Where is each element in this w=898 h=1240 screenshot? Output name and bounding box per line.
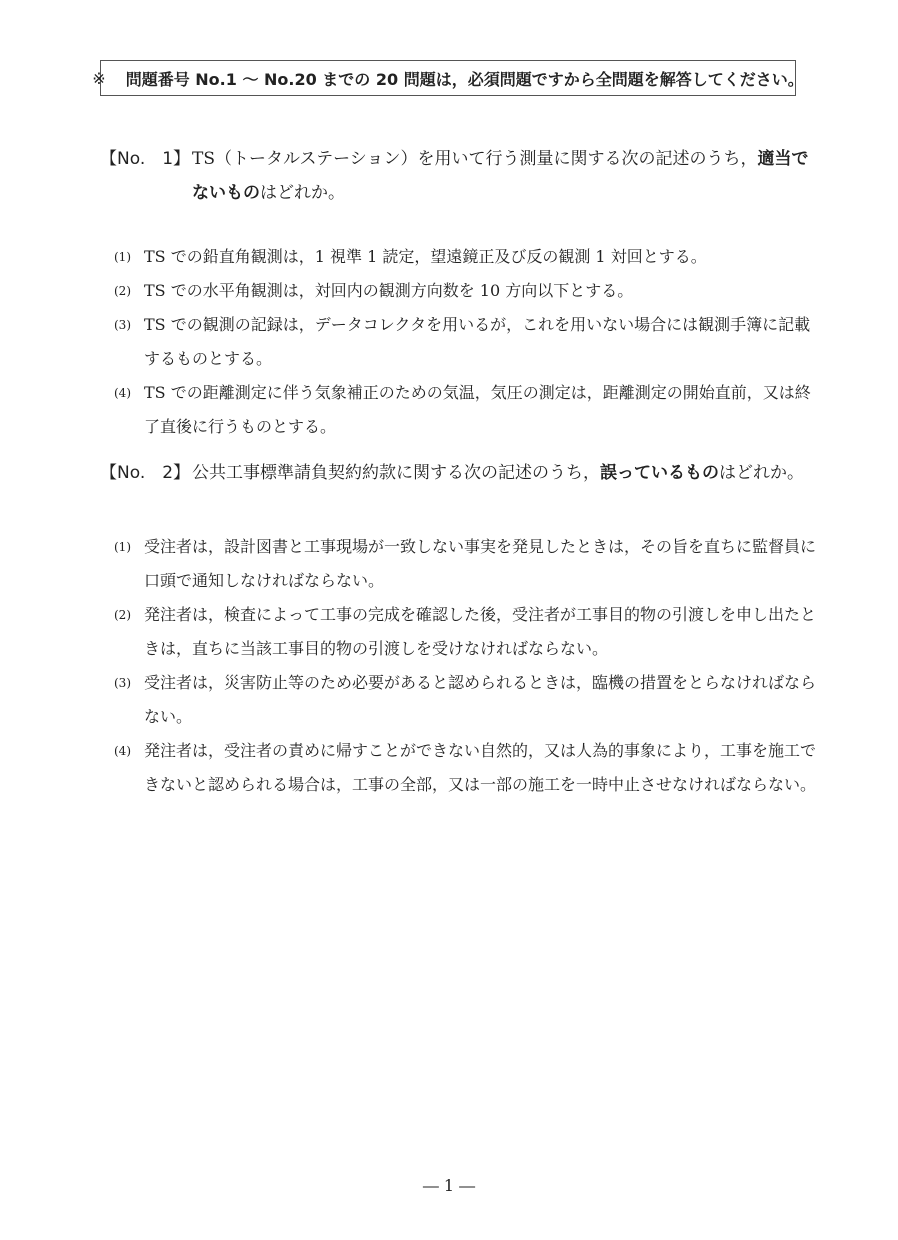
required-questions-notice [92, 60, 804, 96]
question-2 [100, 456, 820, 802]
option-number: (1) [114, 250, 131, 264]
stem-emphasis: 誤っているもの [600, 463, 719, 483]
option-number: (3) [114, 318, 131, 332]
option-1[interactable] [100, 530, 820, 598]
stem-text-end: はどれか。 [260, 183, 345, 203]
option-3[interactable] [100, 666, 820, 734]
option-number: (3) [114, 676, 131, 690]
question-1 [100, 142, 820, 444]
question-header [100, 142, 820, 210]
question-header [100, 456, 820, 490]
notice-mark: ※ [92, 68, 106, 88]
option-number: (2) [114, 284, 131, 298]
option-text: 発注者は，受注者の責めに帰すことができない自然的，又は人為的事象により，工事を施工できないと認められる場合は，工事の全部，又は一部の施工を一時中止させなければならない。 [144, 741, 817, 794]
option-list [100, 240, 820, 444]
option-number: (1) [114, 540, 131, 554]
option-number: (4) [114, 744, 131, 758]
question-number: 【No. 2】 [100, 463, 191, 483]
option-text: TS での水平角観測は，対回内の観測方向数を 10 方向以下とする。 [144, 281, 634, 300]
stem-text-end: はどれか。 [719, 463, 804, 483]
option-text: 受注者は，設計図書と工事現場が一致しない事実を発見したときは，その旨を直ちに監督員に口頭で通知しなければならない。 [144, 537, 817, 590]
option-3[interactable] [100, 308, 820, 376]
option-2[interactable] [100, 274, 820, 308]
option-number: (4) [114, 386, 131, 400]
stem-text: 公共工事標準請負契約約款に関する次の記述のうち， [192, 463, 600, 483]
option-4[interactable] [100, 376, 820, 444]
option-text: TS での距離測定に伴う気象補正のための気温，気圧の測定は，距離測定の開始直前，又は終了直後に行うものとする。 [144, 383, 811, 436]
stem-text: TS（トータルステーション）を用いて行う測量に関する次の記述のうち， [192, 149, 758, 169]
option-text: 発注者は，検査によって工事の完成を確認した後，受注者が工事目的物の引渡しを申し出たときは，直ちに当該工事目的物の引渡しを受けなければならない。 [144, 605, 817, 658]
option-text: TS での鉛直角観測は，1 視準 1 読定，望遠鏡正及び反の観測 1 対回とする。 [144, 247, 707, 266]
option-list [100, 530, 820, 802]
question-number: 【No. 1】 [100, 149, 191, 169]
question-stem [192, 456, 820, 490]
notice-text: 問題番号 No.1 ～ No.20 までの 20 問題は，必須問題ですから全問題を解答してください。 [125, 69, 804, 89]
option-1[interactable] [100, 240, 820, 274]
page-number: ― 1 ― [422, 1176, 476, 1195]
question-stem [192, 142, 820, 210]
option-2[interactable] [100, 598, 820, 666]
option-number: (2) [114, 608, 131, 622]
option-4[interactable] [100, 734, 820, 802]
stem-emphasis: 適当でないもの [192, 149, 809, 203]
option-text: 受注者は，災害防止等のため必要があると認められるときは，臨機の措置をとらなければならない。 [144, 673, 817, 726]
option-text: TS での観測の記録は，データコレクタを用いるが，これを用いない場合には観測手簿に記載するものとする。 [144, 315, 811, 368]
